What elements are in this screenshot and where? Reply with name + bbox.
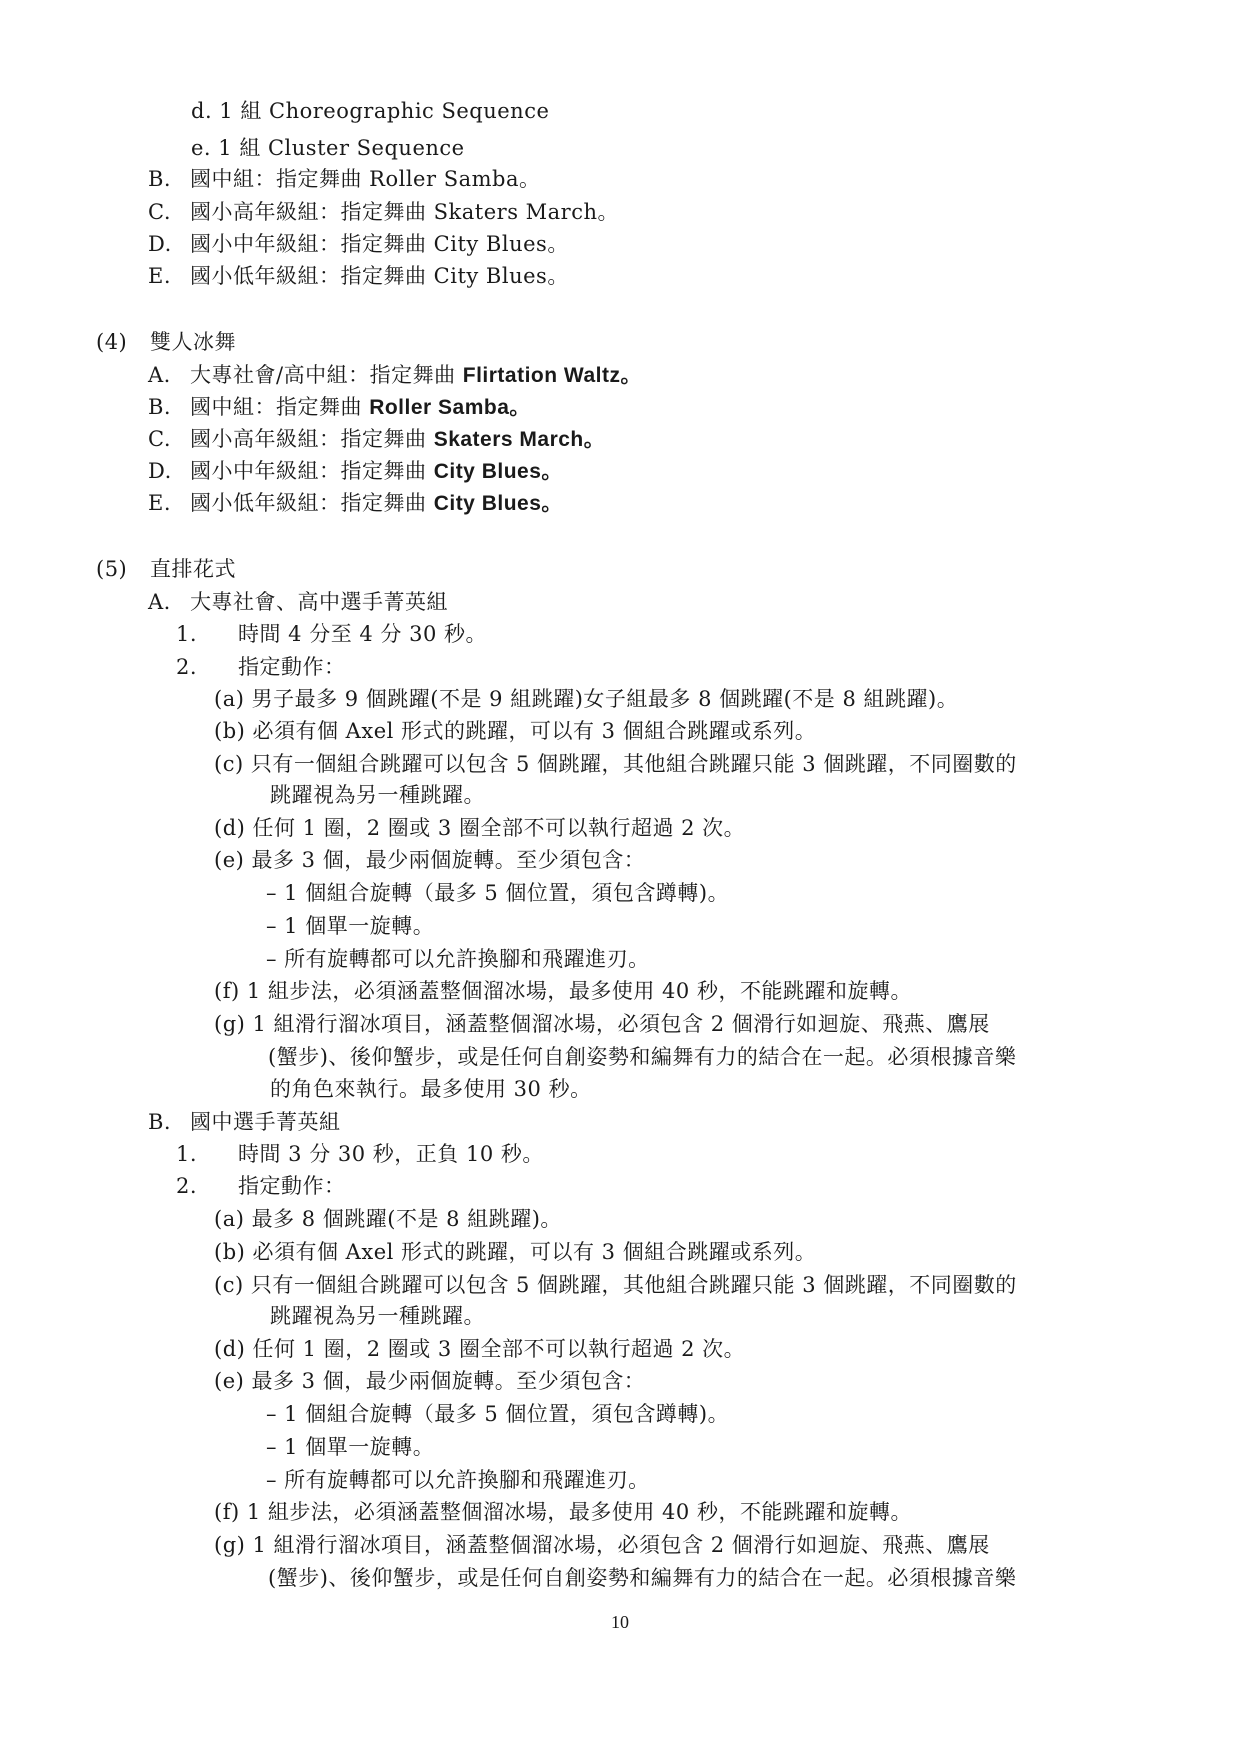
line-text: 指定動作：: [238, 1174, 346, 1198]
marker: 2.: [176, 1174, 198, 1198]
line-text: 時間 3 分 30 秒，正負 10 秒。: [238, 1142, 544, 1166]
marker: D.: [148, 459, 172, 483]
section-title: 雙人冰舞: [150, 330, 236, 354]
marker: B.: [148, 167, 172, 191]
page-number: 10: [611, 1612, 629, 1632]
marker: B.: [148, 395, 172, 419]
item-e-cluster: e. 1 組 Cluster Sequence: [191, 136, 465, 160]
line-text: 國中組：指定舞曲: [190, 395, 370, 419]
section-title: 直排花式: [150, 557, 236, 581]
group-b-item-e: (e) 最多 3 個，最少兩個旋轉。至少須包含：: [214, 1369, 646, 1393]
line-text: 國小低年級組：指定舞曲 City Blues。: [190, 264, 569, 288]
group-a-item-e-2: – 1 個單一旋轉。: [266, 914, 435, 938]
group-a-item-c-cont: 跳躍視為另一種跳躍。: [270, 783, 485, 807]
marker: 1.: [176, 1142, 198, 1166]
group-a-item-c: (c) 只有一個組合跳躍可以包含 5 個跳躍，其他組合跳躍只能 3 個跳躍，不同圈數的: [214, 752, 1017, 776]
line-text: 國小中年級組：指定舞曲 City Blues。: [190, 232, 569, 256]
line-text: 大專社會/高中組：指定舞曲: [190, 363, 463, 387]
group-a-item-b: (b) 必須有個 Axel 形式的跳躍，可以有 3 個組合跳躍或系列。: [214, 719, 817, 743]
line-elementary-middle: [148, 229, 569, 259]
marker: D.: [148, 232, 172, 256]
group-a-item-g-cont2: 的角色來執行。最多使用 30 秒。: [270, 1077, 592, 1101]
pair-line-d: [148, 456, 563, 487]
group-b-item-c-cont: 跳躍視為另一種跳躍。: [270, 1304, 485, 1328]
line-text: 指定動作：: [238, 655, 346, 679]
line-elementary-upper: [148, 197, 619, 227]
group-b-required: [176, 1171, 346, 1201]
item-d-choreographic: d. 1 組 Choreographic Sequence: [191, 99, 550, 123]
line-text: 國中選手菁英組: [190, 1110, 341, 1134]
group-a-item-a: (a) 男子最多 9 個跳躍(不是 9 組跳躍)女子組最多 8 個跳躍(不是 8 組跳躍)。: [214, 687, 959, 711]
marker: A.: [148, 590, 171, 614]
line-text: 國小低年級組：指定舞曲: [190, 491, 434, 515]
line-junior-high: [148, 164, 541, 194]
line-text: 國中組：指定舞曲 Roller Samba。: [190, 167, 541, 191]
marker: C.: [148, 427, 171, 451]
marker: 1.: [176, 622, 198, 646]
section-5-heading: [96, 554, 236, 584]
music-title: Roller Samba。: [369, 396, 531, 419]
line-text: 國小中年級組：指定舞曲: [190, 459, 434, 483]
group-a-heading: [148, 587, 448, 617]
marker: A.: [148, 363, 171, 387]
group-a-required: [176, 652, 346, 682]
group-a-item-f: (f) 1 組步法，必須涵蓋整個溜冰場，最多使用 40 秒，不能跳躍和旋轉。: [214, 979, 912, 1003]
section-4-heading: [96, 327, 236, 357]
music-title: Flirtation Waltz。: [462, 364, 642, 387]
group-b-item-g-cont: (蟹步)、後仰蟹步，或是任何自創姿勢和編舞有力的結合在一起。必須根據音樂: [268, 1566, 1017, 1590]
group-b-item-e-2: – 1 個單一旋轉。: [266, 1435, 435, 1459]
group-b-item-d: (d) 任何 1 圈，2 圈或 3 圈全部不可以執行超過 2 次。: [214, 1337, 746, 1361]
group-a-item-d: (d) 任何 1 圈，2 圈或 3 圈全部不可以執行超過 2 次。: [214, 816, 746, 840]
music-title: Skaters March。: [433, 428, 606, 451]
group-a-item-e-1: – 1 個組合旋轉（最多 5 個位置，須包含蹲轉)。: [266, 881, 730, 905]
group-b-item-a: (a) 最多 8 個跳躍(不是 8 組跳躍)。: [214, 1207, 562, 1231]
pair-line-c: [148, 424, 605, 455]
marker: B.: [148, 1110, 172, 1134]
music-title: City Blues。: [433, 492, 563, 515]
line-text: 時間 4 分至 4 分 30 秒。: [238, 622, 487, 646]
marker: C.: [148, 200, 171, 224]
line-elementary-lower: [148, 261, 569, 291]
group-b-item-b: (b) 必須有個 Axel 形式的跳躍，可以有 3 個組合跳躍或系列。: [214, 1240, 817, 1264]
group-a-item-g: (g) 1 組滑行溜冰項目，涵蓋整個溜冰場，必須包含 2 個滑行如迴旋、飛燕、鷹展: [214, 1012, 990, 1036]
line-text: 大專社會、高中選手菁英組: [190, 590, 448, 614]
marker: 2.: [176, 655, 198, 679]
music-title: City Blues。: [433, 460, 563, 483]
marker: E.: [148, 264, 172, 288]
group-b-heading: [148, 1107, 341, 1137]
section-number: (4): [96, 330, 128, 354]
pair-line-b: [148, 392, 531, 423]
group-a-item-g-cont: (蟹步)、後仰蟹步，或是任何自創姿勢和編舞有力的結合在一起。必須根據音樂: [268, 1045, 1017, 1069]
group-a-time: [176, 619, 487, 649]
line-text: 國小高年級組：指定舞曲 Skaters March。: [190, 200, 620, 224]
group-b-item-f: (f) 1 組步法，必須涵蓋整個溜冰場，最多使用 40 秒，不能跳躍和旋轉。: [214, 1500, 912, 1524]
group-b-item-e-3: – 所有旋轉都可以允許換腳和飛躍進刃。: [266, 1468, 650, 1492]
line-text: 國小高年級組：指定舞曲: [190, 427, 434, 451]
section-number: (5): [96, 557, 128, 581]
pair-line-a: [148, 360, 642, 391]
group-a-item-e-3: – 所有旋轉都可以允許換腳和飛躍進刃。: [266, 947, 650, 971]
group-a-item-e: (e) 最多 3 個，最少兩個旋轉。至少須包含：: [214, 848, 646, 872]
marker: E.: [148, 491, 172, 515]
group-b-item-c: (c) 只有一個組合跳躍可以包含 5 個跳躍，其他組合跳躍只能 3 個跳躍，不同圈數的: [214, 1273, 1017, 1297]
group-b-item-e-1: – 1 個組合旋轉（最多 5 個位置，須包含蹲轉)。: [266, 1402, 730, 1426]
group-b-time: [176, 1139, 544, 1169]
group-b-item-g: (g) 1 組滑行溜冰項目，涵蓋整個溜冰場，必須包含 2 個滑行如迴旋、飛燕、鷹展: [214, 1533, 990, 1557]
pair-line-e: [148, 488, 563, 519]
